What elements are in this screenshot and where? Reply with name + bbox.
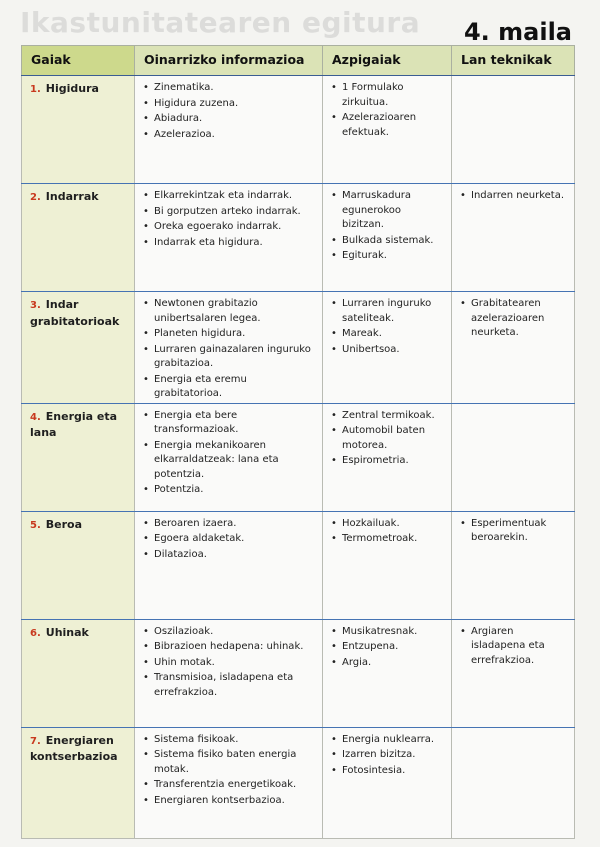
basic-info-cell: [135, 403, 323, 511]
page-title: 4. maila: [463, 18, 572, 46]
topic-name: Beroa: [45, 517, 83, 531]
bullet-list: [460, 517, 566, 546]
topic-number: 1.: [30, 84, 41, 95]
list-item: • Oszilazioak.: [143, 625, 314, 640]
bullet-list: [331, 81, 443, 140]
topic-number: 3.: [30, 300, 41, 311]
bullet-list: [331, 409, 443, 469]
table-row: [22, 511, 575, 619]
curriculum-table: [21, 45, 575, 839]
faint-background-heading: Ikastunitatearen egitura: [20, 6, 421, 39]
list-item: • Lurraren inguruko sateliteak.: [331, 297, 443, 326]
list-item: • Izarren bizitza.: [331, 748, 443, 763]
header-row: [22, 46, 575, 76]
list-item: • Dilatazioa.: [143, 548, 314, 563]
topic-cell: [22, 184, 135, 292]
list-item: • Higidura zuzena.: [143, 97, 314, 112]
header-subtopics: Azpigaiak: [323, 46, 452, 76]
header-basic-info: Oinarrizko informazioa: [135, 46, 323, 76]
bullet-list: [143, 517, 314, 563]
topic-name: Higidura: [45, 82, 99, 95]
bullet-list: [331, 733, 443, 779]
topic-cell: [22, 727, 135, 838]
list-item: • Transferentzia energetikoak.: [143, 778, 314, 793]
list-item: • Bibrazioen hedapena: uhinak.: [143, 640, 314, 655]
table-row: [22, 76, 575, 184]
bullet-list: [143, 625, 314, 701]
bullet-list: [460, 625, 566, 669]
list-item: • Energiaren kontserbazioa.: [143, 794, 314, 809]
topic-number: 7.: [30, 735, 41, 747]
list-item: • Automobil baten motorea.: [331, 424, 443, 453]
topic-number: 4.: [30, 411, 41, 423]
list-item: • Indarrak eta higidura.: [143, 236, 314, 251]
table-row: [22, 292, 575, 404]
list-item: • Termometroak.: [331, 532, 443, 547]
subtopics-cell: [323, 184, 452, 292]
topic-name: Uhinak: [45, 625, 89, 639]
list-item: • Energia eta bere transformazioak.: [143, 409, 314, 438]
table-row: [22, 727, 575, 838]
topic-cell: [22, 76, 135, 184]
basic-info-cell: [135, 619, 323, 727]
topic-number: 6.: [30, 627, 41, 639]
list-item: • Sistema fisiko baten energia motak.: [143, 748, 314, 777]
bullet-list: [331, 189, 443, 264]
list-item: • Marruskadura egunerokoo bizitzan.: [331, 189, 443, 233]
list-item: • Energia eta eremu grabitatorioa.: [143, 373, 314, 402]
list-item: • Zinematika.: [143, 81, 314, 96]
list-item: • Fotosintesia.: [331, 764, 443, 779]
header-techniques: Lan teknikak: [452, 46, 575, 76]
list-item: • Indarren neurketa.: [460, 189, 566, 204]
list-item: • Musikatresnak.: [331, 625, 443, 640]
techniques-cell: [452, 619, 575, 727]
topic-cell: [22, 292, 135, 404]
list-item: • Uhin motak.: [143, 656, 314, 671]
bullet-list: [143, 409, 314, 498]
list-item: • Potentzia.: [143, 483, 314, 498]
list-item: • Azelerazioaren efektuak.: [331, 111, 443, 140]
bullet-list: [143, 297, 314, 402]
list-item: • Hozkailuak.: [331, 517, 443, 532]
list-item: • Grabitatearen azelerazioaren neurketa.: [460, 297, 566, 341]
list-item: • Egoera aldaketak.: [143, 532, 314, 547]
bullet-list: [460, 189, 566, 204]
topic-number: 2.: [30, 192, 41, 203]
list-item: • Bi gorputzen arteko indarrak.: [143, 205, 314, 220]
header-topics: Gaiak: [22, 46, 135, 76]
bullet-list: [331, 625, 443, 671]
subtopics-cell: [323, 76, 452, 184]
basic-info-cell: [135, 292, 323, 404]
bullet-list: [143, 81, 314, 142]
list-item: • Lurraren gainazalaren inguruko grabitazioa.: [143, 343, 314, 372]
techniques-cell: [452, 727, 575, 838]
list-item: • Argiaren isladapena eta errefrakzioa.: [460, 625, 566, 669]
list-item: • Planeten higidura.: [143, 327, 314, 342]
topic-name: Energia eta lana: [30, 409, 118, 439]
subtopics-cell: [323, 511, 452, 619]
list-item: • Abiadura.: [143, 112, 314, 127]
list-item: • Espirometria.: [331, 454, 443, 469]
list-item: • Elkarrekintzak eta indarrak.: [143, 189, 314, 204]
list-item: • Transmisioa, isladapena eta errefrakzioa.: [143, 671, 314, 700]
list-item: • Energia nuklearra.: [331, 733, 443, 748]
list-item: • Mareak.: [331, 327, 443, 342]
table-body: [22, 76, 575, 839]
list-item: • Energia mekanikoaren elkarraldatzeak: lana eta potentzia.: [143, 439, 314, 483]
techniques-cell: [452, 184, 575, 292]
table-row: [22, 403, 575, 511]
subtopics-cell: [323, 619, 452, 727]
list-item: • Entzupena.: [331, 640, 443, 655]
basic-info-cell: [135, 184, 323, 292]
bullet-list: [460, 297, 566, 341]
topic-number: 5.: [30, 519, 41, 531]
table-row: [22, 184, 575, 292]
list-item: • Azelerazioa.: [143, 128, 314, 143]
subtopics-cell: [323, 727, 452, 838]
subtopics-cell: [323, 292, 452, 404]
list-item: • Egiturak.: [331, 249, 443, 264]
list-item: • Oreka egoerako indarrak.: [143, 220, 314, 235]
bullet-list: [331, 517, 443, 547]
basic-info-cell: [135, 511, 323, 619]
topic-name: Indar grabitatorioak: [30, 298, 120, 328]
topic-cell: [22, 619, 135, 727]
topic-name: Energiaren kontserbazioa: [30, 733, 118, 763]
list-item: • 1 Formulako zirkuitua.: [331, 81, 443, 110]
bullet-list: [143, 733, 314, 809]
list-item: • Argia.: [331, 656, 443, 671]
techniques-cell: [452, 292, 575, 404]
techniques-cell: [452, 76, 575, 184]
basic-info-cell: [135, 76, 323, 184]
bullet-list: [331, 297, 443, 357]
bullet-list: [143, 189, 314, 250]
techniques-cell: [452, 511, 575, 619]
list-item: • Bulkada sistemak.: [331, 234, 443, 249]
subtopics-cell: [323, 403, 452, 511]
topic-cell: [22, 403, 135, 511]
techniques-cell: [452, 403, 575, 511]
table-row: [22, 619, 575, 727]
list-item: • Zentral termikoak.: [331, 409, 443, 424]
list-item: • Esperimentuak beroarekin.: [460, 517, 566, 546]
topic-name: Indarrak: [45, 190, 99, 203]
list-item: • Unibertsoa.: [331, 343, 443, 358]
topic-cell: [22, 511, 135, 619]
list-item: • Sistema fisikoak.: [143, 733, 314, 748]
basic-info-cell: [135, 727, 323, 838]
list-item: • Newtonen grabitazio unibertsalaren legea.: [143, 297, 314, 326]
list-item: • Beroaren izaera.: [143, 517, 314, 532]
